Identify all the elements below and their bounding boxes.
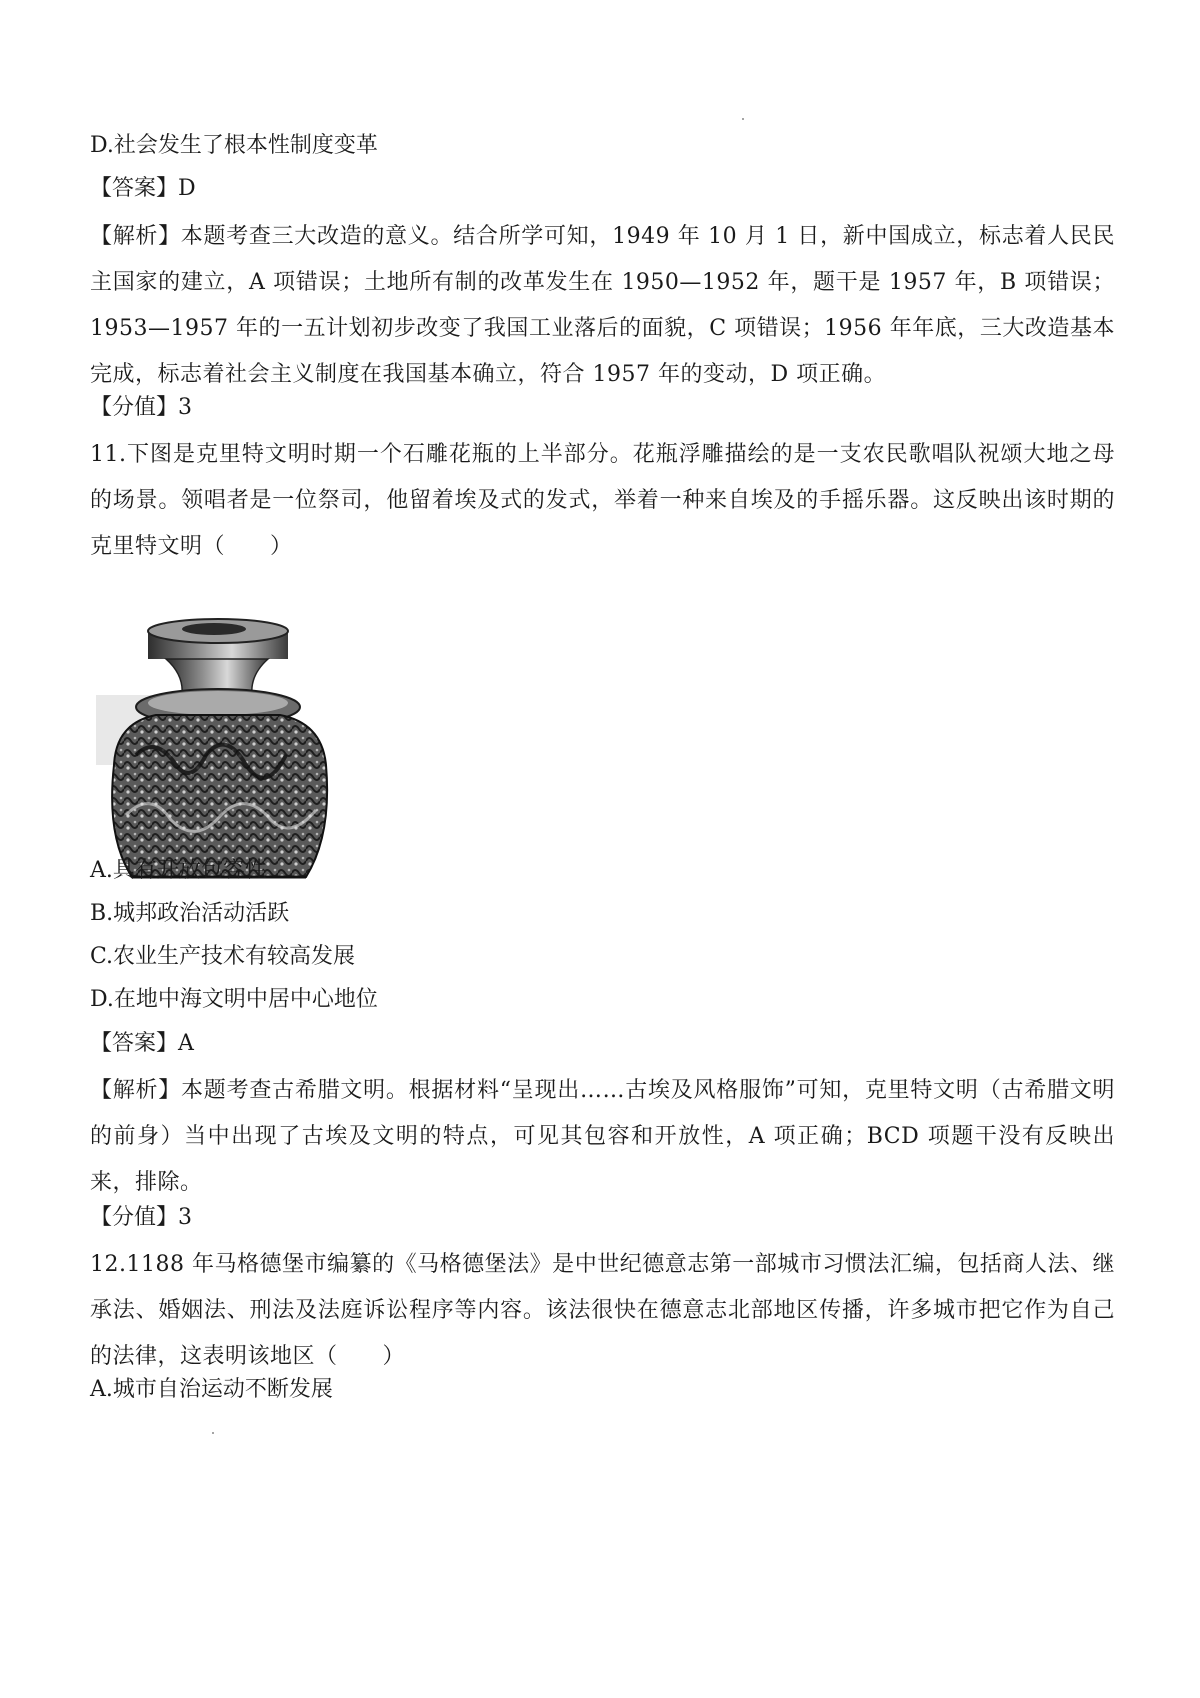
q11-option-c: C.农业生产技术有较高发展 bbox=[90, 944, 356, 969]
q11-answer: 【答案】A bbox=[90, 1031, 194, 1056]
scan-speck bbox=[742, 118, 744, 120]
q10-analysis: 【解析】本题考查三大改造的意义。结合所学可知，1949 年 10 月 1 日，新中国成立，标志着人民民主国家的建立，A 项错误；土地所有制的改革发生在 1950—1952 年，题干是 1957 年，B 项错误；1953—1957 年的一五计划初步改变了我国工业落后的面貌，C 项错误；1956 年年底，三大改造基本完成，标志着社会主义制度在我国基本确立，符合 1957 年的变动，D 项正确。 bbox=[90, 224, 1115, 387]
scan-speck bbox=[212, 1432, 214, 1434]
q12-stem: 12.1188 年马格德堡市编纂的《马格德堡法》是中世纪德意志第一部城市习惯法汇编，包括商人法、继承法、婚姻法、刑法及法庭诉讼程序等内容。该法很快在德意志北部地区传播，许多城市把它作为自己的法律，这表明该地区（ ） bbox=[90, 1252, 1115, 1369]
q10-score: 【分值】3 bbox=[90, 395, 192, 420]
q10-answer: 【答案】D bbox=[90, 176, 196, 201]
q10-option-d: D.社会发生了根本性制度变革 bbox=[90, 133, 378, 158]
q11-option-d: D.在地中海文明中居中心地位 bbox=[90, 987, 378, 1012]
q11-option-b: B.城邦政治活动活跃 bbox=[90, 901, 290, 926]
q11-stem: 11.下图是克里特文明时期一个石雕花瓶的上半部分。花瓶浮雕描绘的是一支农民歌唱队祝颂大地之母的场景。领唱者是一位祭司，他留着埃及式的发式，举着一种来自埃及的手摇乐器。这反映出该时期的克里特文明（ ） bbox=[90, 442, 1115, 559]
q11-score: 【分值】3 bbox=[90, 1205, 192, 1230]
cretan-stone-vase-image bbox=[96, 615, 340, 887]
q11-analysis: 【解析】本题考查古希腊文明。根据材料“呈现出……古埃及风格服饰”可知，克里特文明（古希腊文明的前身）当中出现了古埃及文明的特点，可见其包容和开放性，A 项正确；BCD 项题干没有反映出来，排除。 bbox=[90, 1078, 1115, 1195]
q12-option-a: A.城市自治运动不断发展 bbox=[90, 1377, 333, 1402]
q11-option-a: A.具有开放包容性 bbox=[90, 858, 267, 883]
